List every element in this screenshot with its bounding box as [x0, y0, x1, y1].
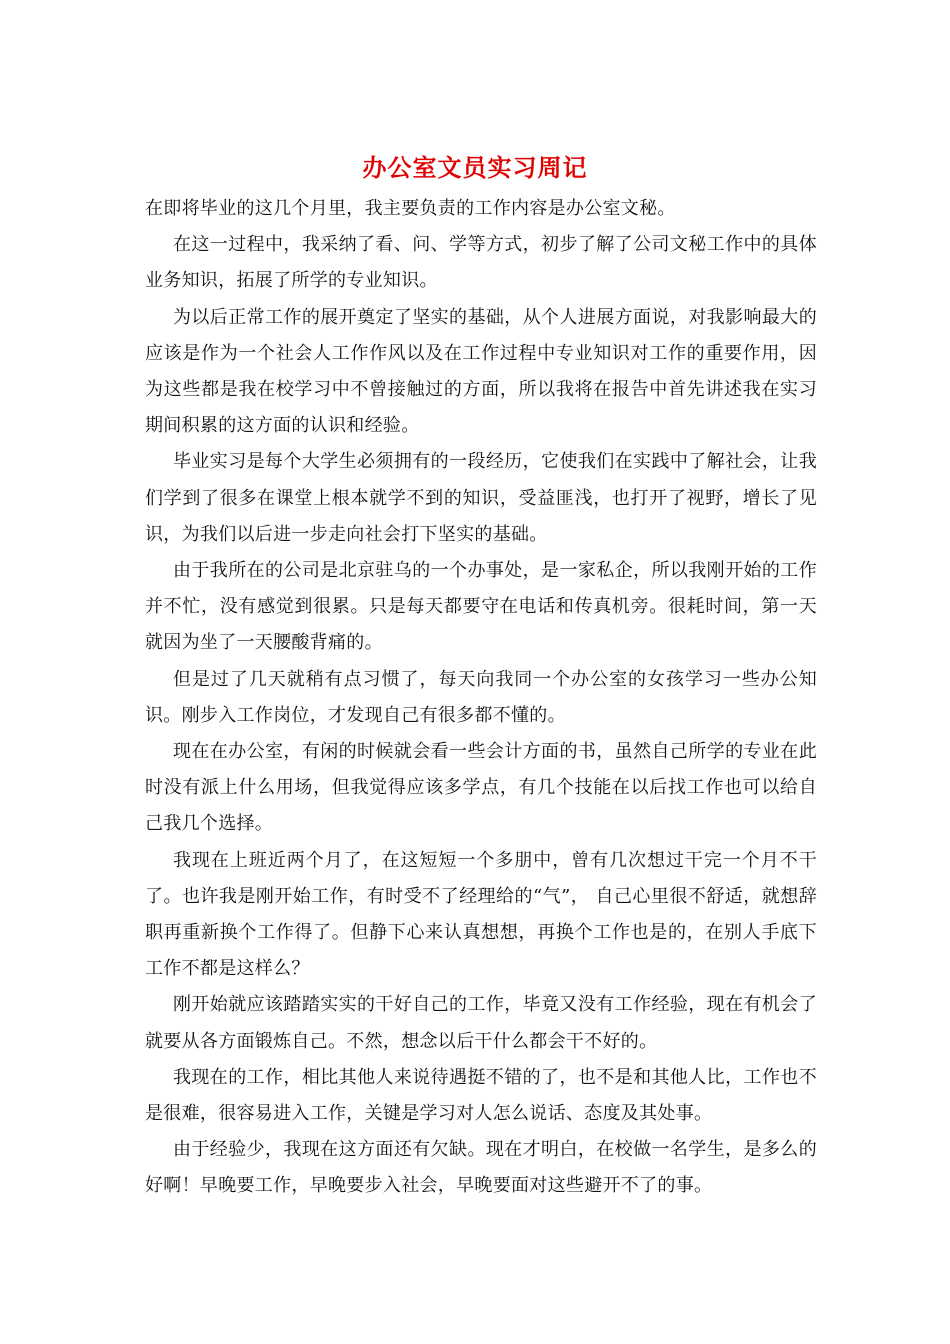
- paragraph-7: 现在在办公室，有闲的时候就会看一些会计方面的书，虽然自己所学的专业在此时没有派上什么用场，但我觉得应该多学点，有几个技能在以后找工作也可以给自己我几个选择。: [145, 741, 817, 835]
- paragraph-8: 我现在上班近两个月了，在这短短一个多朋中，曾有几次想过干完一个月不干了。也许我是刚开始工作，有时受不了经理给的“气”， 自己心里很不舒适，就想辞职再重新换个工作得了。但静下心来认真想想，再换个工作也是的，在别人手底下工作不都是这样么？: [145, 849, 817, 980]
- paragraph-10: 我现在的工作，相比其他人来说待遇挺不错的了，也不是和其他人比，工作也不是很难，很容易进入工作，关键是学习对人怎么说话、态度及其处事。: [145, 1066, 817, 1125]
- paragraph-9: 刚开始就应该踏踏实实的干好自己的工作，毕竟又没有工作经验，现在有机会了就要从各方面锻炼自己。不然，想念以后干什么都会干不好的。: [145, 994, 817, 1052]
- paragraph-5: 由于我所在的公司是北京驻乌的一个办事处，是一家私企，所以我刚开始的工作并不忙，没有感觉到很累。只是每天都要守在电话和传真机旁。很耗时间，第一天就因为坐了一天腰酸背痛的。: [145, 560, 817, 654]
- paragraph-4: 毕业实习是每个大学生必须拥有的一段经历，它使我们在实践中了解社会，让我们学到了很多在课堂上根本就学不到的知识，受益匪浅，也打开了视野，增长了见识，为我们以后进一步走向社会打下坚实的基础。: [145, 451, 817, 545]
- document-title: 办公室文员实习周记: [362, 153, 588, 182]
- paragraph-3: 为以后正常工作的展开奠定了坚实的基础，从个人进展方面说，对我影响最大的应该是作为一个社会人工作作风以及在工作过程中专业知识对工作的重要作用，因为这些都是我在校学习中不曾接触过的方面，所以我将在报告中首先讲述我在实习期间积累的这方面的认识和经验。: [145, 306, 817, 437]
- paragraph-11: 由于经验少，我现在这方面还有欠缺。现在才明白，在校做一名学生，是多么的好啊！早晚要工作，早晚要步入社会，早晚要面对这些避开不了的事。: [145, 1139, 817, 1197]
- document-body: [145, 191, 817, 1205]
- paragraph-6: 但是过了几天就稍有点习惯了，每天向我同一个办公室的女孩学习一些办公知识。刚步入工作岗位，才发现自己有很多都不懂的。: [145, 668, 817, 726]
- paragraph-2: 在这一过程中，我采纳了看、问、学等方式，初步了解了公司文秘工作中的具体业务知识，拓展了所学的专业知识。: [145, 234, 817, 292]
- paragraph-1: 在即将毕业的这几个月里，我主要负责的工作内容是办公室文秘。: [145, 198, 676, 219]
